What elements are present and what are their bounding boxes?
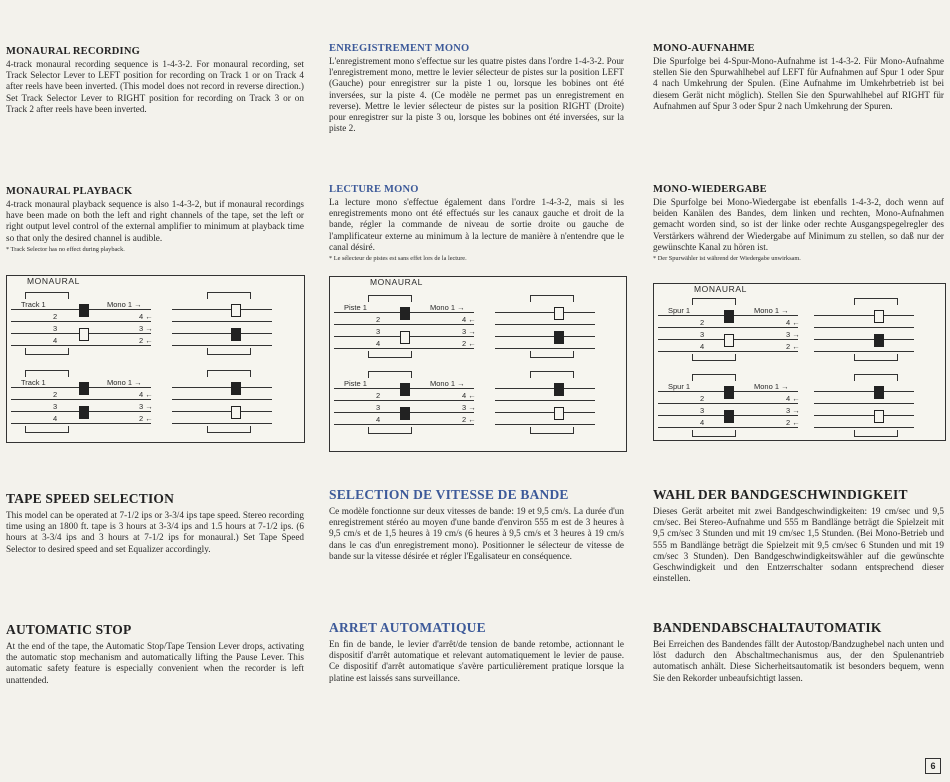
- section-body: Die Spurfolge bei 4-Spur-Mono-Aufnahme ist 1-4-3-2. Für Mono-Aufnahme stellen Sie den Spurwahlhebel auf LEFT für Aufnahmen auf Spur 1 oder Spur 4 nach Umkehrung der Spulen. (Eine Aufnahme im Umkehrbetrieb ist bei diesem Gerät nicht möglich). Stellen Sie den Spurwahlhebel auf RIGHT für Aufnahmen auf Spur 3 oder Spur 2 nach Umkehrung der Spuren.: [653, 56, 944, 111]
- section-body: La lecture mono s'effectue également dans l'ordre 1-4-3-2, mais si les enregistrements mono ont été effectués sur les canaux gauche et droit de la bande, régler la commande de niveau de sortie droite ou gauche de l'amplificateur externe au minimum à la lecture de manière à n'entendre que le canal désiré.: [329, 197, 624, 252]
- section-body: 4-track monaural recording sequence is 1-4-3-2. For monaural recording, set Track Selector Lever to LEFT position for recording on Track 1 or on Track 4 after reels have been inverted. (This model does not record in reverse direction.) Set Track Selector Lever to RIGHT position for recording on Track 3 or on Track 2 after reels have been inverted.: [6, 59, 304, 114]
- section-mono-wiedergabe: [653, 184, 944, 262]
- section-note: * Der Spurwähler ist während der Wiedergabe unwirksam.: [653, 255, 801, 263]
- diagram-title: MONAURAL: [27, 276, 80, 286]
- section-body: Dieses Gerät arbeitet mit zwei Bandgeschwindigkeiten: 19 cm/sec und 9,5 cm/sec. Bei Stereo-Aufnahme und 555 m Bandlänge beträgt die Spielzeit mit 9,5 cm/sec 3 Stunden und mit 19 cm/sec 1,5 Stunden. (Bei Mono-Betrieb und 555 m Bandlänge beträgt die Spielzeit mit 9,5 cm/sec 6 Stunden und mit 19 cm/sec 3 Stunden). Den Bandgeschwindigkeitswähler auf die gewünschte Geschwindigkeit und den Entzerrschalter sodann entsprechend dieser einstellen.: [653, 506, 944, 584]
- section-tape-speed: [6, 491, 304, 555]
- section-title: MONAURAL PLAYBACK: [6, 186, 133, 197]
- section-body: 4-track monaural playback sequence is also 1-4-3-2, but if monaural recordings have been made on both the left and right channels of the tape, set the left or right output level control of the external amplifier to minimum at playback time so that only the desired channel is audible.: [6, 199, 304, 243]
- diagram-group-recording: Track 1 Mono 1 → 2 4 ← 3 3 → 4 2 ←: [7, 290, 304, 350]
- section-title: BANDENDABSCHALTAUTOMATIK: [653, 620, 882, 635]
- section-title: LECTURE MONO: [329, 184, 419, 195]
- page-number: 6: [925, 758, 941, 774]
- section-monaural-recording: [6, 46, 304, 115]
- section-title: TAPE SPEED SELECTION: [6, 491, 175, 506]
- section-automatic-stop: [6, 622, 304, 686]
- section-title: ENREGISTREMENT MONO: [329, 43, 470, 54]
- track-diagram: [6, 275, 305, 443]
- section-lecture-mono: [329, 184, 624, 262]
- section-body: Bei Erreichen des Bandendes fällt der Autostop/Bandzughebel nach unten und löst dadurch den Abschaltmechanismus aus, der den Spulenantrieb automatisch anhält. Diese Sicherheitsautomatik ist besonders bequem, wenn Sie den Rekorder unbeaufsichtigt lassen.: [653, 639, 944, 683]
- section-title: WAHL DER BANDGESCHWINDIGKEIT: [653, 487, 908, 502]
- section-body: This model can be operated at 7-1/2 ips or 3-3/4 ips tape speed. Stereo recording time using an 1800 ft. tape is 3 hours at 3-3/4 ips and 1.5 hours at 7-1/2 ips. (6 hours at 3-3/4 ips and 3 hours at 7-1/2 ips for monaural.) Set Tape Speed Selector to desired speed and set Equalizer accordingly.: [6, 510, 304, 554]
- section-title: AUTOMATIC STOP: [6, 622, 132, 637]
- section-bandendabschaltautomatik: [653, 620, 944, 684]
- section-title: MONO-AUFNAHME: [653, 43, 755, 54]
- section-body: En fin de bande, le levier d'arrêt/de tension de bande retombe, actionnant le dispositif d'arrêt automatique et relevant automatiquement le levier de pause. Ce dispositif d'arrêt automatique s'avère particulièrement pratique lorsque la platine est laissés sans surveillance.: [329, 639, 624, 683]
- section-note: * Le sélecteur de pistes est sans effet lors de la lecture.: [329, 255, 467, 263]
- section-body: Ce modèle fonctionne sur deux vitesses de bande: 19 et 9,5 cm/s. La durée d'un enregistrement stéréo au moyen d'une bande d'environ 555 m est de 3 heures à 9,5 cm/s et de 1,5 heures à 19 cm/s (6 heures à 9,5 cm/s et 3 heures à 19 cm/s dans le cas d'un enregistrement mono). Positionner le sélecteur de vitesse de bande sur la vitesse désirée et régler l'Egalisateur en conséquence.: [329, 506, 624, 561]
- section-selection-vitesse: [329, 487, 624, 562]
- diagram-group-recording: Spur 1 Mono 1 → 2 4 ← 3 3 → 4 2 ←: [654, 296, 950, 356]
- section-title: SELECTION DE VITESSE DE BANDE: [329, 487, 569, 502]
- section-note: * Track Selector has no effect during playback.: [6, 245, 125, 253]
- section-wahl-bandgeschwindigkeit: [653, 487, 944, 584]
- section-body: At the end of the tape, the Automatic Stop/Tape Tension Lever drops, activating the automatic stop mechanism and automatically lifting the Pause Lever. This automatic safety feature is especially convenient when the recorder is left unattended.: [6, 641, 304, 685]
- section-monaural-playback: [6, 186, 304, 253]
- section-title: MONO-WIEDERGABE: [653, 184, 767, 195]
- diagram-group-playback: Spur 1 Mono 1 → 2 4 ← 3 3 → 4 2 ←: [654, 372, 950, 432]
- diagram-group-playback: Track 1 Mono 1 → 2 4 ← 3 3 → 4 2 ←: [7, 368, 304, 428]
- section-body: L'enregistrement mono s'effectue sur les quatre pistes dans l'ordre 1-4-3-2. Pour l'enregistrement mono, mettre le levier sélecteur de pistes sur la position LEFT (Gauche) pour enregistrer sur la piste 1 ou, lorsque les bobines ont été inversées, sur la piste 4. (Ce modèle ne permet pas un enregistrement en reverse). Mettre le levier sélecteur de pistes sur la position RIGHT (Droite) pour enregistrer sur la piste 3 ou, lorsque les bobines ont été inversées, sur la piste 2.: [329, 56, 624, 134]
- section-mono-aufnahme: [653, 43, 944, 112]
- track-diagram: [329, 276, 627, 452]
- diagram-group-playback: Piste 1 Mono 1 → 2 4 ← 3 3 → 4 2 ←: [330, 369, 627, 429]
- section-body: Die Spurfolge bei Mono-Wiedergabe ist ebenfalls 1-4-3-2, doch wenn auf beiden Kanälen des Bandes, dem linken und rechten, Mono-Aufnahmen gemacht worden sind, so ist der linke oder rechte Ausgangspegelregler des Verstärkers während der Wiedergabe auf Minimum zu stellen, so daß nur der gewünschte Kanal zu hören ist.: [653, 197, 944, 252]
- diagram-group-recording: Piste 1 Mono 1 → 2 4 ← 3 3 → 4 2 ←: [330, 293, 627, 353]
- diagram-title: MONAURAL: [694, 284, 747, 294]
- section-title: ARRET AUTOMATIQUE: [329, 620, 486, 635]
- section-enregistrement-mono: [329, 43, 624, 134]
- diagram-title: MONAURAL: [370, 277, 423, 287]
- section-arret-automatique: [329, 620, 624, 684]
- section-title: MONAURAL RECORDING: [6, 46, 140, 57]
- track-diagram: [653, 283, 946, 441]
